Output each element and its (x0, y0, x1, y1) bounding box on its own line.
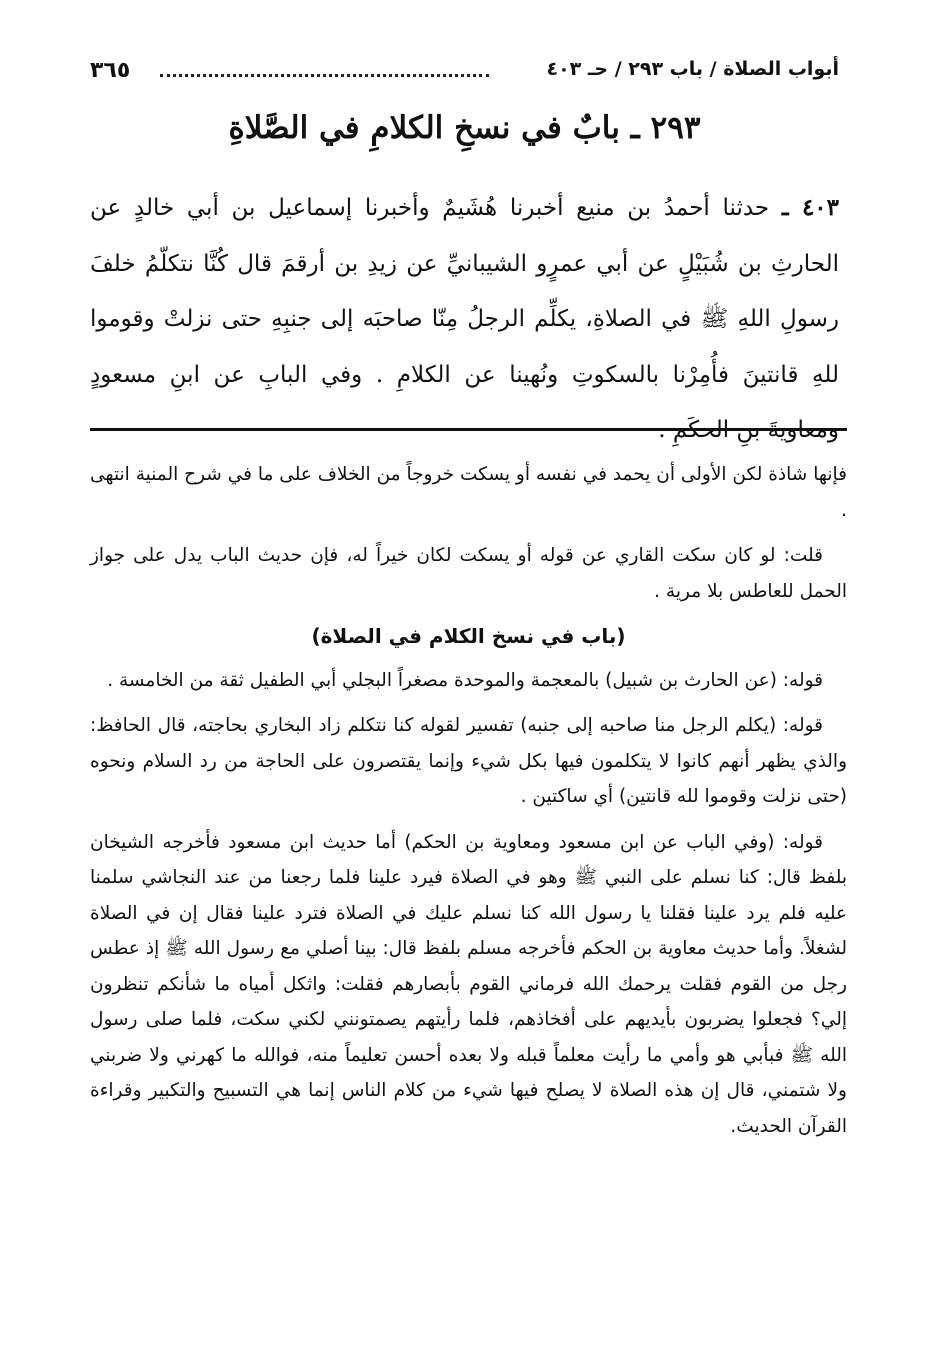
running-header (90, 52, 839, 92)
hadith-number: ٤٠٣ ـ (781, 194, 839, 221)
commentary-block (90, 457, 847, 1154)
commentary-paragraph: قوله: (يكلم الرجل منا صاحبه إلى جنبه) تفسير لقوله كنا نتكلم زاد البخاري بحاجته، قال الحافظ: والذي يظهر أنهم كانوا لا يتكلمون فيها بكل شيء وإنما يقتصرون على الحاجة من رد السلام ونحوه (حتى نزلت وقوموا لله قانتين) أي ساكتين . (90, 715, 847, 807)
hadith-text-block (90, 180, 839, 459)
chapter-title: ٢٩٣ ـ بابٌ في نسخِ الكلامِ في الصَّلاةِ (228, 110, 701, 146)
page-number: ٣٦٥ (90, 58, 131, 83)
commentary-paragraph: فإنها شاذة لكن الأولى أن يحمد في نفسه أو يسكت خروجاً من الخلاف على ما في شرح المنية انتهى . (90, 464, 847, 521)
dotted-leader (160, 74, 489, 77)
commentary-paragraph: قلت: لو كان سكت القاري عن قوله أو يسكت لكان خيراً له، فإن حديث الباب يدل على جواز الحمل للعاطس بلا مرية . (90, 545, 847, 602)
commentary-paragraph: قوله: (عن الحارث بن شبيل) بالمعجمة والموحدة مصغراً البجلي أبي الطفيل ثقة من الخامسة . (107, 669, 823, 691)
hadith-body: حدثنا أحمدُ بن منيع أخبرنا هُشَيمٌ وأخبرنا إسماعيل بن أبي خالدٍ عن الحارثِ بن شُبَيْلٍ عن أبي عمرٍو الشيبانيِّ عن زيدِ بن أرقمَ قال كُنَّا نتكلّمُ خلفَ رسولِ اللهِ ﷺ في الصلاةِ، يكلِّم الرجلُ مِنّا صاحبَه إلى جنبِهِ حتى نزلتْ وقوموا للهِ قانتينَ فأُمِرْنا بالسكوتِ ونُهينا عن الكلامِ . وفي البابِ عن ابنِ مسعودٍ ومعاويةَ بنِ الحكَمِ . (90, 195, 839, 443)
running-header-title: أبواب الصلاة / باب ٢٩٣ / حـ ٤٠٣ (546, 58, 839, 80)
footnote-separator (90, 428, 847, 431)
commentary-paragraph: قوله: (وفي الباب عن ابن مسعود ومعاوية بن الحكم) أما حديث ابن مسعود فأخرجه الشيخان بلفظ قال: كنا نسلم على النبي ﷺ وهو في الصلاة فيرد علينا فلما رجعنا من عند النجاشي سلمنا عليه فلم يرد علينا فقلنا يا رسول الله كنا نسلم عليك في الصلاة فترد علينا فقال إن في الصلاة لشغلاً. وأما حديث معاوية بن الحكم فأخرجه مسلم بلفظ قال: بينا أصلي مع رسول الله ﷺ إذ عطس رجل من القوم فقلت يرحمك الله فرماني القوم بأبصارهم فقلت: واثكل أمياه ما شأنكم تنظرون إلي؟ فجعلوا يضربون بأيديهم على أفخاذهم، فلما رأيتهم يصمتونني لكني سكت، فلما صلى رسول الله ﷺ فبأبي هو وأمي ما رأيت معلماً قبله ولا بعده أحسن تعليماً منه، فوالله ما كهرني ولا ضربني ولا شتمني، قال إن هذه الصلاة لا يصلح فيها شيء من كلام الناس إنما هي التسبيح والتكبير وقراءة القرآن الحديث. (90, 831, 847, 1137)
commentary-section-heading: (باب في نسخ الكلام في الصلاة) (311, 624, 626, 648)
